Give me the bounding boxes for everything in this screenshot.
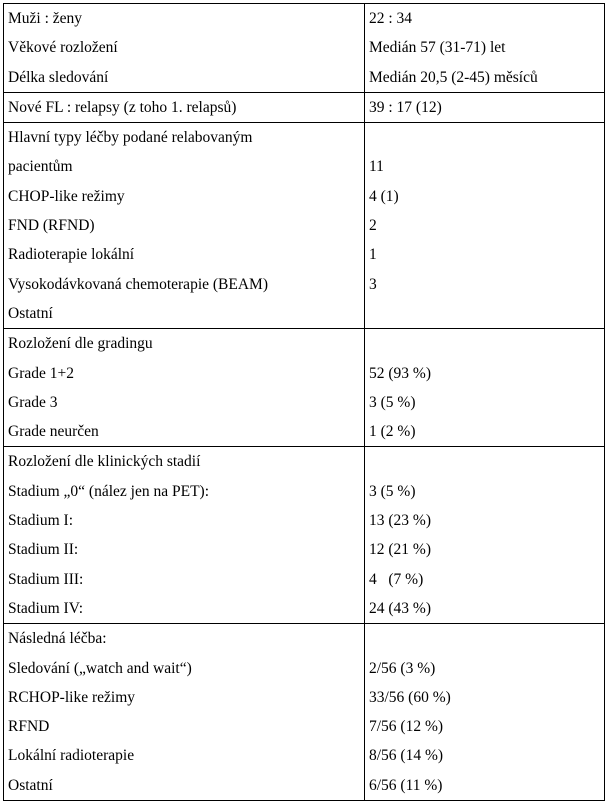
row-value [369, 299, 600, 328]
row-value: 6/56 (11 %) [369, 776, 443, 794]
row-label: Stadium I: [8, 512, 74, 530]
row-label: Muži : ženy [8, 10, 83, 27]
row-label: FND (RFND) [8, 217, 95, 235]
table-row [4, 4, 605, 93]
row-value: 33/56 (60 %) [369, 688, 451, 706]
row-label: Nové FL : relapsy (z toho 1. relapsů) [8, 98, 237, 116]
row-label: Sledování („watch and wait“) [8, 659, 192, 677]
row-label: Stadium IV: [8, 599, 84, 617]
row-value [369, 329, 600, 358]
row-label: RFND [8, 718, 50, 736]
row-label: Věkové rozložení [8, 39, 118, 57]
row-value-cell [365, 329, 605, 447]
row-value: 2/56 (3 %) [369, 659, 436, 677]
row-label: Lokální radioterapie [8, 747, 135, 765]
row-value [369, 123, 600, 152]
row-value-cell [365, 624, 605, 801]
row-value: 4 (1) [369, 187, 399, 205]
row-label-cell [4, 447, 365, 624]
table-row [4, 123, 605, 329]
table-row [4, 329, 605, 447]
row-value: Medián 57 (31-71) let [369, 39, 506, 57]
row-value: 24 (43 %) [369, 599, 431, 617]
row-label: Stadium II: [8, 541, 79, 559]
patient-characteristics-table [3, 3, 605, 801]
row-label: Ostatní [8, 776, 53, 794]
row-value: 3 (5 %) [369, 393, 416, 411]
row-value: 3 (5 %) [369, 482, 416, 500]
row-value: 7/56 (12 %) [369, 718, 444, 736]
row-value: 13 (23 %) [369, 512, 431, 530]
row-value: Medián 20,5 (2-45) měsíců [369, 68, 538, 86]
row-value: 4 (7 %) [369, 570, 424, 588]
section-heading: Následná léčba: [8, 630, 107, 648]
row-label-cell [4, 624, 365, 801]
row-label: RCHOP-like režimy [8, 688, 135, 706]
section-heading: Hlavní typy léčby podané relabovaným [8, 129, 253, 147]
row-label: Grade neurčen [8, 423, 99, 441]
row-value-cell [365, 447, 605, 624]
row-label: Délka sledování [8, 68, 109, 86]
row-label: Stadium III: [8, 570, 84, 588]
row-value-cell [365, 4, 605, 93]
row-value: 22 : 34 [369, 10, 413, 27]
section-heading: Rozložení dle gradingu [8, 335, 153, 353]
table-row [4, 624, 605, 801]
row-value: 11 [369, 158, 384, 176]
row-value: 8/56 (14 %) [369, 747, 444, 765]
row-label: CHOP-like režimy [8, 187, 125, 205]
row-label-cell [4, 329, 365, 447]
row-label-cell [4, 92, 365, 122]
row-label-cell [4, 4, 365, 93]
table-row [4, 92, 605, 122]
row-value: 1 (2 %) [369, 423, 416, 441]
row-value-cell [365, 123, 605, 329]
row-value: 3 [369, 275, 377, 293]
row-value: 1 [369, 246, 377, 264]
row-value: 12 (21 %) [369, 541, 431, 559]
row-value [369, 447, 600, 476]
row-label-cell [4, 123, 365, 329]
row-label: Radioterapie lokální [8, 246, 135, 264]
row-label: Grade 3 [8, 393, 58, 411]
section-heading: Rozložení dle klinických stadií [8, 453, 201, 471]
row-value: 39 : 17 (12) [369, 98, 442, 116]
row-label: Grade 1+2 [8, 364, 74, 382]
row-value [369, 624, 600, 653]
table-row [4, 447, 605, 624]
row-value-cell [365, 92, 605, 122]
row-label: Stadium „0“ (nález jen na PET): [8, 482, 210, 500]
row-label: Vysokodávkovaná chemoterapie (BEAM) [8, 275, 268, 293]
row-label: pacientům [8, 158, 73, 176]
row-value: 52 (93 %) [369, 364, 431, 382]
row-value: 2 [369, 217, 377, 235]
row-label: Ostatní [8, 304, 53, 322]
